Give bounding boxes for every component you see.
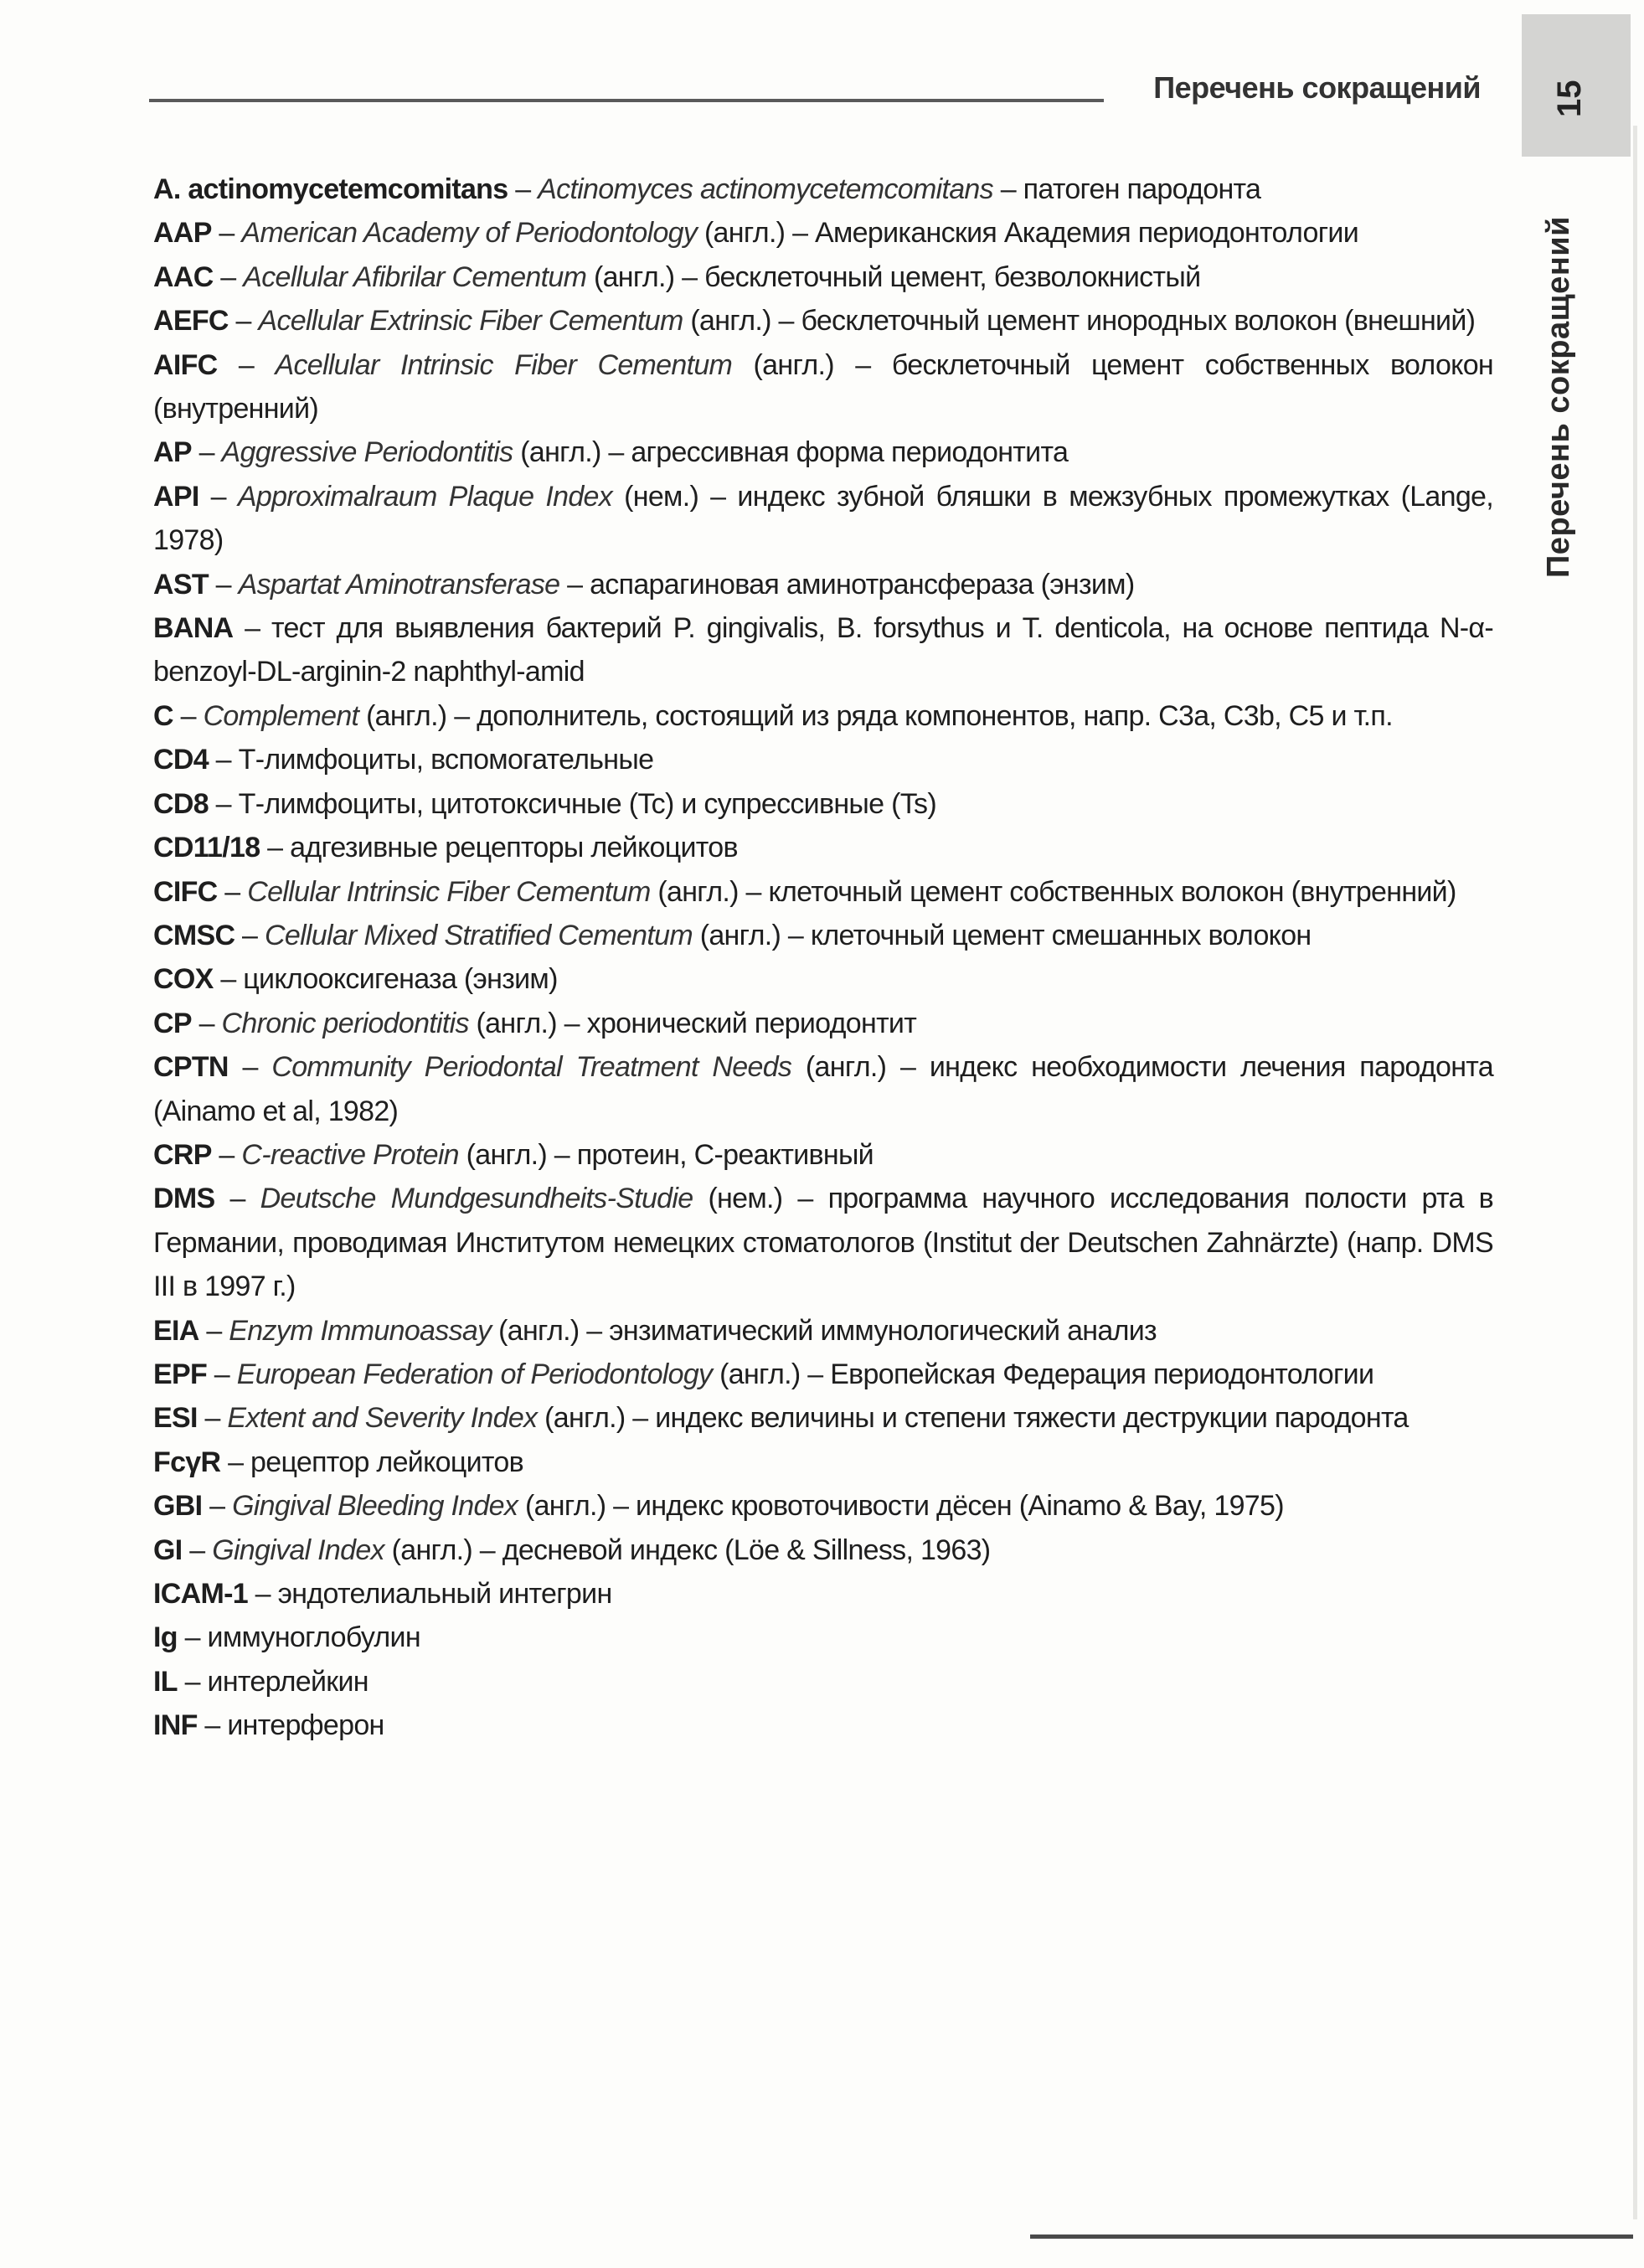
abbreviation-entry: AAC – Acellular Afibrilar Cementum (англ.) – бесклеточный цемент, безволокнистый: [153, 260, 1201, 293]
definition: энзиматический иммунологический анализ: [609, 1314, 1157, 1347]
definition: бесклеточный цемент инородных волокон (внешний): [801, 305, 1476, 338]
abbreviation: AAC: [153, 260, 214, 293]
abbreviation: CMSC: [153, 919, 235, 951]
language-note: (англ.): [593, 260, 675, 293]
abbreviation-entry: EIA – Enzym Immunoassay (англ.) – энзиматический иммунологический анализ: [153, 1314, 1157, 1347]
abbreviation: ESI: [153, 1402, 198, 1435]
full-term: C-reactive Protein: [241, 1138, 459, 1171]
language-note: (англ.): [520, 436, 601, 469]
language-note: (англ.): [703, 217, 786, 250]
abbreviation: Ig: [153, 1621, 178, 1654]
language-note: (нем.): [708, 1183, 783, 1215]
abbreviation: CRP: [153, 1138, 212, 1171]
abbreviation-entry: INF – интерферон: [153, 1709, 384, 1742]
abbreviation-entry: BANA – тест для выявления бактерий P. gingivalis, B. forsythus и T. denticola, на основе пептида N-α-benzoyl-DL-arginin-2 naphthyl-amid: [153, 612, 1493, 688]
abbreviation-entry: GBI – Gingival Bleeding Index (англ.) – индекс кровоточивости дёсен (Ainamo & Bay, 1975): [153, 1490, 1284, 1523]
abbreviation-entry: IL – интерлейкин: [153, 1665, 368, 1698]
full-term: Acellular Extrinsic Fiber Cementum: [258, 305, 683, 338]
language-note: (англ.): [753, 348, 834, 381]
abbreviation-entry: Ig – иммуноглобулин: [153, 1621, 420, 1654]
language-note: (англ.): [544, 1402, 626, 1435]
language-note: (англ.): [699, 919, 781, 951]
abbreviation: GBI: [153, 1490, 203, 1523]
abbreviation-entry: DMS – Deutsche Mundgesundheits-Studie (нем.) – программа научного исследования полости рта в Германии, проводимая Институтом немецких стоматологов (Institut der Deutschen Zahnärzte) (напр. DMS III в 1997 г.): [153, 1183, 1494, 1303]
abbreviation-entry: API – Approximalraum Plaque Index (нем.) – индекс зубной бляшки в межзубных промежутках (Lange, 1978): [153, 480, 1494, 557]
abbreviation: COX: [153, 963, 214, 996]
language-note: (англ.): [466, 1138, 548, 1171]
language-note: (англ.): [690, 305, 771, 338]
abbreviation-entry: CD8 – Т-лимфоциты, цитотоксичные (Tc) и супрессивные (Ts): [153, 787, 936, 820]
abbreviation-entry: CP – Chronic periodontitis (англ.) – хронический периодонтит: [153, 1007, 917, 1039]
definition: эндотелиальный интегрин: [277, 1578, 612, 1610]
abbreviation: IL: [153, 1665, 178, 1698]
full-term: Extent and Severity Index: [227, 1402, 538, 1435]
definition: индекс необходимости лечения пародонта (Ainamo et al, 1982): [153, 1051, 1494, 1127]
full-term: Aspartat Aminotransferase: [238, 568, 560, 601]
abbreviation-entry: ICAM-1 – эндотелиальный интегрин: [153, 1578, 612, 1610]
full-term: Actinomyces actinomycetemcomitans: [538, 173, 993, 205]
page-number: 15: [1551, 80, 1588, 117]
abbreviation: AAP: [153, 217, 212, 250]
abbreviation: API: [153, 480, 199, 513]
full-term: Gingival Index: [212, 1533, 384, 1566]
language-note: (англ.): [524, 1490, 606, 1523]
definition: Т-лимфоциты, цитотоксичные (Tc) и супрессивные (Ts): [238, 787, 936, 820]
language-note: (англ.): [498, 1314, 580, 1347]
abbreviation: AP: [153, 436, 192, 469]
definition: клеточный цемент смешанных волокон: [810, 919, 1312, 951]
definition: иммуноглобулин: [207, 1621, 420, 1654]
abbreviation: CP: [153, 1007, 192, 1039]
full-term: European Federation of Periodontology: [236, 1358, 713, 1390]
full-term: Gingival Bleeding Index: [232, 1490, 518, 1523]
abbreviation-entry: COX – циклооксигеназа (энзим): [153, 963, 558, 996]
full-term: Community Periodontal Treatment Needs: [271, 1051, 792, 1084]
abbreviation: CPTN: [153, 1051, 229, 1084]
definition: Европейская Федерация периодонтологии: [830, 1358, 1374, 1390]
abbreviation-entry: AEFC – Acellular Extrinsic Fiber Cementum (англ.) – бесклеточный цемент инородных волокон (внешний): [153, 305, 1476, 338]
definition: индекс величины и степени тяжести деструкции пародонта: [655, 1402, 1409, 1435]
definition: Американския Академия периодонтологии: [815, 217, 1358, 250]
footer-rule: [1030, 2234, 1633, 2239]
definition: бесклеточный цемент, безволокнистый: [704, 260, 1201, 293]
abbreviation-list: [153, 168, 1493, 1748]
abbreviation: BANA: [153, 612, 234, 645]
abbreviation: EPF: [153, 1358, 208, 1390]
definition: программа научного исследования полости рта в Германии, проводимая Институтом немецких стоматологов (Institut der Deutschen Zahnärzte) (напр. DMS III в 1997 г.): [153, 1183, 1494, 1303]
abbreviation-entry: CRP – C-reactive Protein (англ.) – протеин, С-реактивный: [153, 1138, 874, 1171]
abbreviation-entry: AP – Aggressive Periodontitis (англ.) – агрессивная форма периодонтита: [153, 436, 1069, 469]
definition: аспарагиновая аминотрансфераза (энзим): [590, 568, 1135, 601]
abbreviation: CD4: [153, 744, 209, 776]
abbreviation: ICAM-1: [153, 1578, 248, 1610]
abbreviation: A. actinomycetemcomitans: [153, 173, 508, 205]
abbreviation-entry: CD4 – Т-лимфоциты, вспомогательные: [153, 744, 654, 776]
running-header: Перечень сокращений: [1153, 70, 1481, 105]
abbreviation-entry: AIFC – Acellular Intrinsic Fiber Cementum (англ.) – бесклеточный цемент собственных волокон (внутренний): [153, 348, 1494, 425]
abbreviation: CD11/18: [153, 832, 260, 864]
abbreviation: DMS: [153, 1183, 215, 1215]
abbreviation: EIA: [153, 1314, 199, 1347]
abbreviation-entry: EPF – European Federation of Periodontology (англ.) – Европейская Федерация периодонтологии: [153, 1358, 1374, 1390]
abbreviation-entry: A. actinomycetemcomitans – Actinomyces actinomycetemcomitans – патоген пародонта: [153, 173, 1261, 205]
language-note: (англ.): [719, 1358, 801, 1390]
abbreviation-entry: AAP – American Academy of Periodontology (англ.) – Американския Академия периодонтологии: [153, 217, 1358, 250]
definition: интерферон: [227, 1709, 384, 1742]
definition: агрессивная форма периодонтита: [631, 436, 1069, 469]
abbreviation: INF: [153, 1709, 198, 1742]
page-edge: [1633, 126, 1637, 2219]
definition: интерлейкин: [207, 1665, 368, 1698]
abbreviation-entry: CMSC – Cellular Mixed Stratified Cementum (англ.) – клеточный цемент смешанных волокон: [153, 919, 1312, 951]
abbreviation: CIFC: [153, 875, 218, 908]
full-term: Enzym Immunoassay: [229, 1314, 492, 1347]
abbreviation: C: [153, 699, 173, 732]
definition: дополнитель, состоящий из ряда компонентов, напр. C3a, C3b, C5 и т.п.: [477, 699, 1393, 732]
definition: адгезивные рецепторы лейкоцитов: [290, 832, 738, 864]
abbreviation-entry: GI – Gingival Index (англ.) – десневой индекс (Löe & Sillness, 1963): [153, 1533, 991, 1566]
side-chapter-title: Перечень сокращений: [1541, 216, 1576, 578]
language-note: (нем.): [624, 480, 699, 513]
full-term: American Academy of Periodontology: [241, 217, 698, 250]
abbreviation-entry: CIFC – Cellular Intrinsic Fiber Cementum (англ.) – клеточный цемент собственных волокон (внутренний): [153, 875, 1456, 908]
definition: индекс зубной бляшки в межзубных промежутках (Lange, 1978): [153, 480, 1494, 557]
abbreviation: CD8: [153, 787, 209, 820]
language-note: (англ.): [366, 699, 447, 732]
abbreviation-entry: AST – Aspartat Aminotransferase – аспарагиновая аминотрансфераза (энзим): [153, 568, 1135, 601]
full-term: Aggressive Periodontitis: [221, 436, 513, 469]
definition: хронический периодонтит: [586, 1007, 917, 1039]
definition: бесклеточный цемент собственных волокон (внутренний): [153, 348, 1494, 425]
full-term: Acellular Afibrilar Cementum: [243, 260, 587, 293]
language-note: (англ.): [657, 875, 739, 908]
abbreviation: AIFC: [153, 348, 218, 381]
abbreviation-entry: ESI – Extent and Severity Index (англ.) – индекс величины и степени тяжести деструкции пародонта: [153, 1402, 1409, 1435]
definition: клеточный цемент собственных волокон (внутренний): [768, 875, 1456, 908]
abbreviation-entry: CD11/18 – адгезивные рецепторы лейкоцитов: [153, 832, 738, 864]
header-rule: [149, 99, 1104, 102]
language-note: (англ.): [805, 1051, 887, 1084]
abbreviation: GI: [153, 1533, 183, 1566]
abbreviation-entry: C – Complement (англ.) – дополнитель, состоящий из ряда компонентов, напр. C3a, C3b, C5 и т.п.: [153, 699, 1393, 732]
definition: индекс кровоточивости дёсен (Ainamo & Bay, 1975): [636, 1490, 1284, 1523]
language-note: (англ.): [391, 1533, 472, 1566]
definition: Т-лимфоциты, вспомогательные: [238, 744, 654, 776]
definition: патоген пародонта: [1023, 173, 1261, 205]
full-term: Complement: [203, 699, 359, 732]
abbreviation: AEFC: [153, 305, 229, 338]
language-note: (англ.): [476, 1007, 557, 1039]
abbreviation: FcγR: [153, 1446, 221, 1478]
full-term: Acellular Intrinsic Fiber Cementum: [275, 348, 733, 381]
definition: циклооксигеназа (энзим): [243, 963, 558, 996]
definition: протеин, С-реактивный: [576, 1138, 874, 1171]
full-term: Cellular Intrinsic Fiber Cementum: [247, 875, 651, 908]
definition: рецептор лейкоцитов: [250, 1446, 523, 1478]
definition: десневой индекс (Löe & Sillness, 1963): [502, 1533, 991, 1566]
definition: тест для выявления бактерий P. gingivalis, B. forsythus и T. denticola, на основе пептида N-α-benzoyl-DL-arginin-2 naphthyl-amid: [153, 612, 1493, 688]
full-term: Cellular Mixed Stratified Cementum: [265, 919, 693, 951]
full-term: Deutsche Mundgesundheits-Studie: [260, 1183, 693, 1215]
abbreviation: AST: [153, 568, 209, 601]
full-term: Chronic periodontitis: [221, 1007, 469, 1039]
abbreviation-entry: FcγR – рецептор лейкоцитов: [153, 1446, 523, 1478]
full-term: Approximalraum Plaque Index: [237, 480, 613, 513]
abbreviation-entry: CPTN – Community Periodontal Treatment Needs (англ.) – индекс необходимости лечения пародонта (Ainamo et al, 1982): [153, 1051, 1494, 1127]
